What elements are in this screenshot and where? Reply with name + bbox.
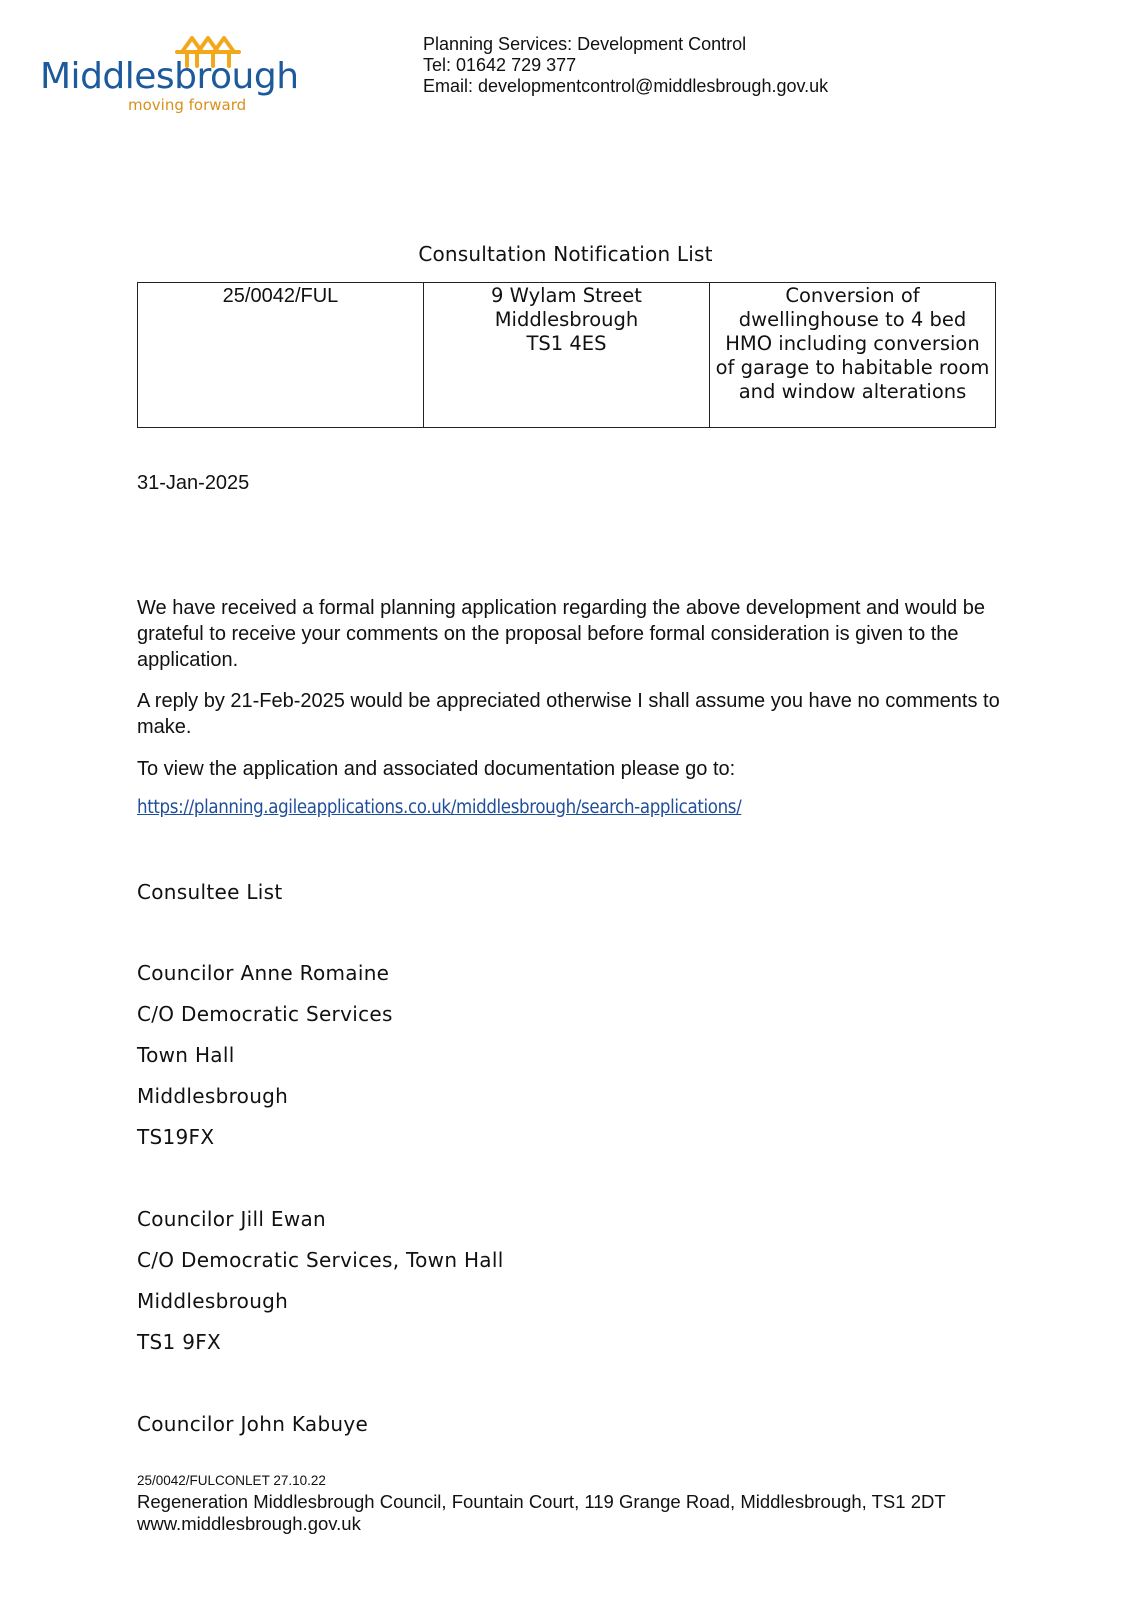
consultee-1-address-line: Town Hall [137,1043,235,1067]
contact-block [423,34,828,97]
middlesbrough-logo [40,30,310,120]
application-table [137,282,996,428]
application-description: Conversion of dwellinghouse to 4 bed HMO including conversion of garage to habitable room and window alterations [710,283,996,428]
consultee-2-address-line: C/O Democratic Services, Town Hall [137,1248,504,1272]
application-address [424,283,710,428]
planning-search-link[interactable]: https://planning.agileapplications.co.uk/middlesbrough/search-applications/ [137,797,742,818]
contact-telephone: Tel: 01642 729 377 [423,55,577,75]
consultee-2-postcode: TS1 9FX [137,1330,222,1354]
consultee-2-name: Councilor Jill Ewan [137,1207,327,1231]
logo-graphic [40,30,310,120]
body-paragraph-request: We have received a formal planning application regarding the above development and would be grateful to receive your comments on the proposal before formal consideration is given to the application. [137,597,985,671]
logo-tagline: moving forward [128,96,247,114]
contact-department: Planning Services: Development Control [423,34,747,54]
application-reference: 25/0042/FUL [138,283,424,428]
body-paragraph-deadline: A reply by 21-Feb-2025 would be appreciated otherwise I shall assume you have no comments to make. [137,690,1000,738]
address-street: 9 Wylam Street [491,284,642,307]
consultee-2-address-line: Middlesbrough [137,1289,289,1313]
footer-document-code: 25/0042/FULCONLET 27.10.22 [137,1473,326,1488]
logo-wordmark: Middlesbrough [40,56,299,97]
address-postcode: TS1 4ES [526,332,607,355]
consultee-1-address-line: C/O Democratic Services [137,1002,393,1026]
document-date: 31-Jan-2025 [137,472,250,494]
consultee-1-postcode: TS19FX [137,1125,215,1149]
contact-email: Email: developmentcontrol@middlesbrough.gov.uk [423,76,829,96]
body-paragraph-view: To view the application and associated documentation please go to: [137,758,736,780]
consultee-1-address-line: Middlesbrough [137,1084,289,1108]
footer-website: www.middlesbrough.gov.uk [137,1513,361,1534]
application-row [138,283,996,428]
consultee-1-name: Councilor Anne Romaine [137,961,390,985]
footer-address: Regeneration Middlesbrough Council, Fountain Court, 119 Grange Road, Middlesbrough, TS1 2DT [137,1491,946,1512]
consultee-list-heading: Consultee List [137,880,283,904]
consultee-3-name: Councilor John Kabuye [137,1412,369,1436]
address-town: Middlesbrough [494,308,639,331]
document-title: Consultation Notification List [418,242,713,266]
